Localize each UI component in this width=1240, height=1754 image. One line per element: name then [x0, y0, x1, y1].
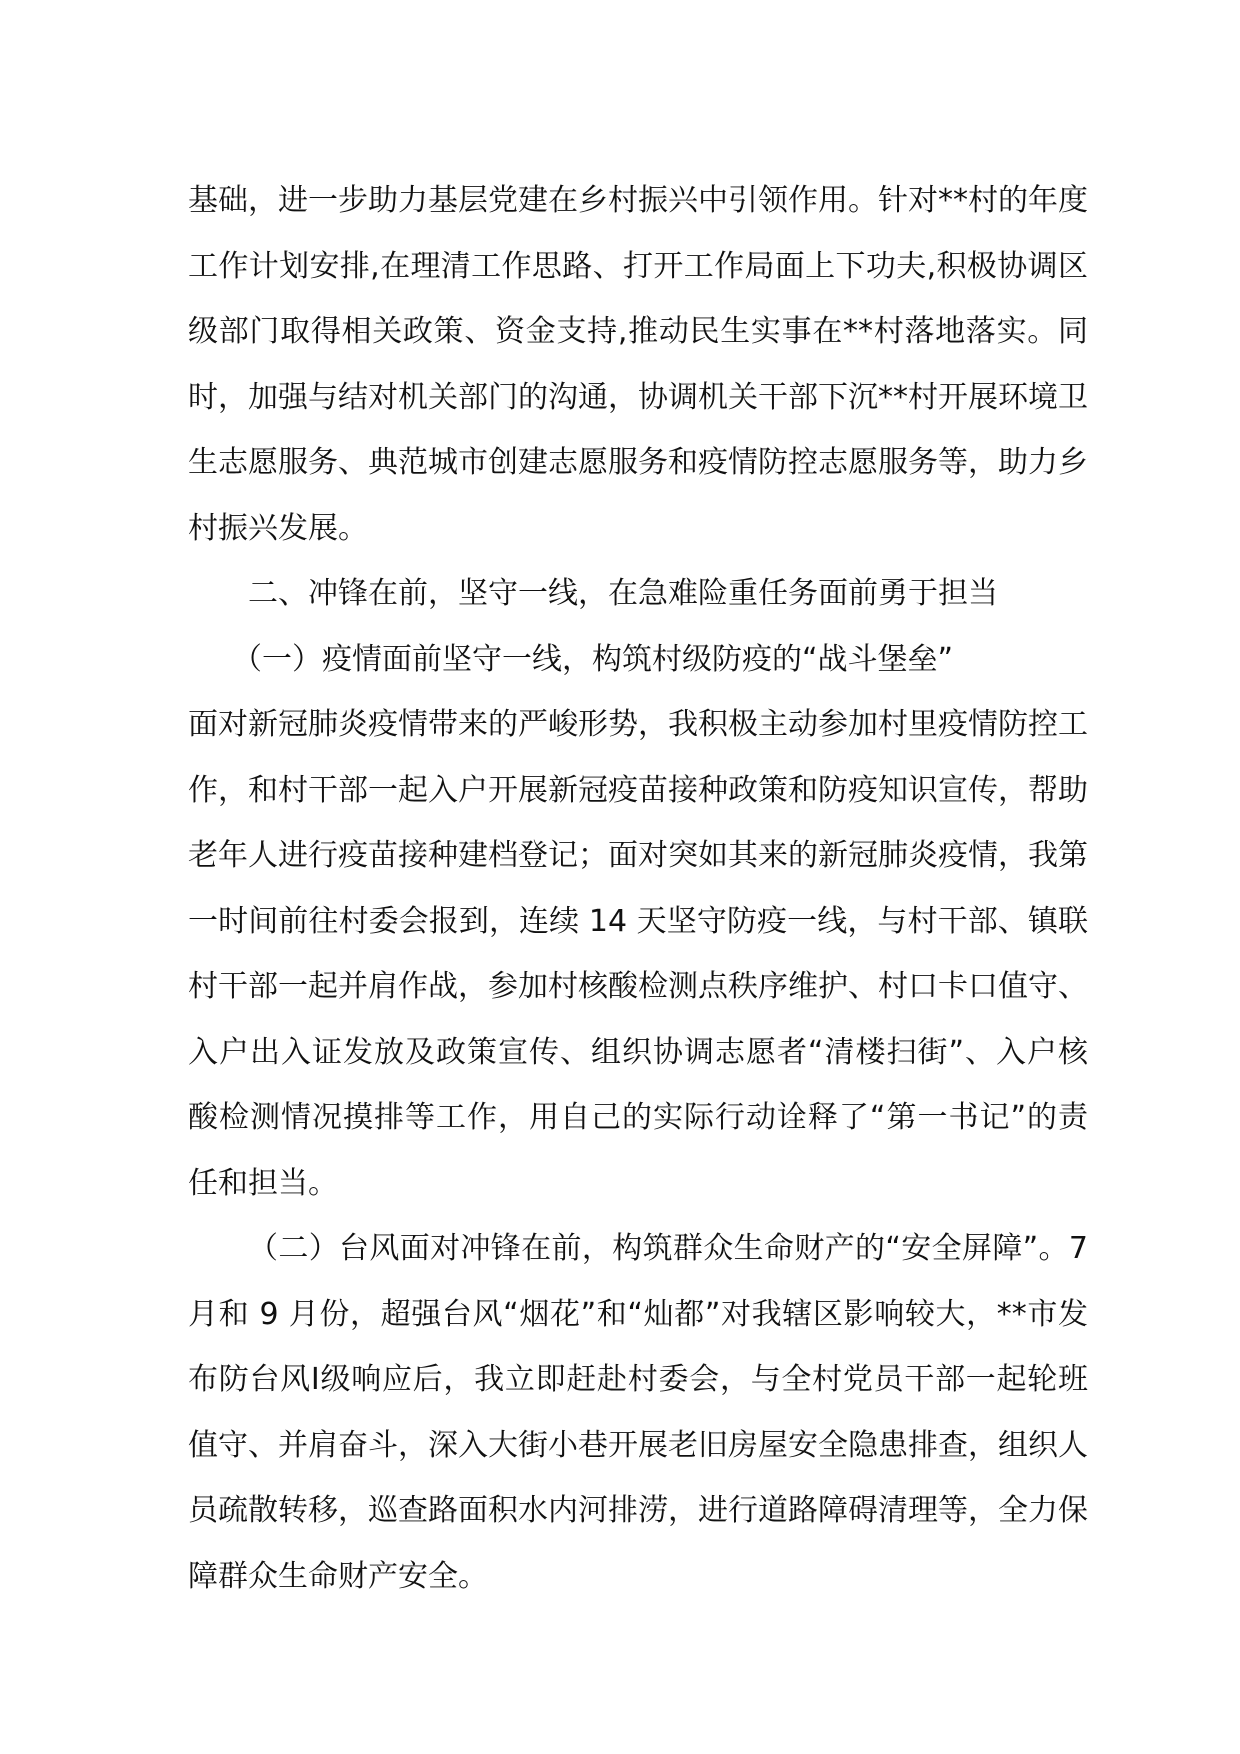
subsection-heading-1: （一）疫情面前坚守一线，构筑村级防疫的“战斗堡垒”	[232, 641, 954, 677]
subsection-heading-typhoon: （二）台风面对冲锋在前，构筑群众生命财产的“安全屏障”。7 月和 9 月份，超强台风“烟花”和“灿都”对我辖区影响较大，**市发布防台风Ⅰ级响应后，我立即赶赴村委会，与全村党员干部一起轮班值守、并肩奋斗，深入大街小巷开展老旧房屋安全隐患排查，组织人员疏散转移，巡查路面积水内河排涝，进行道路障碍清理等，全力保障群众生命财产安全。	[188, 1231, 1088, 1594]
document-body	[188, 168, 1088, 1609]
section-heading-2: 二、冲锋在前，坚守一线，在急难险重任务面前勇于担当	[248, 576, 998, 611]
paragraph-continuation: 基础，进一步助力基层党建在乡村振兴中引领作用。针对**村的年度工作计划安排,在理清工作思路、打开工作局面上下功夫,积极协调区级部门取得相关政策、资金支持,推动民生实事在**村落地落实。同时，加强与结对机关部门的沟通，协调机关干部下沉**村开展环境卫生志愿服务、典范城市创建志愿服务和疫情防控志愿服务等，助力乡村振兴发展。	[188, 183, 1088, 546]
paragraph-epidemic: 面对新冠肺炎疫情带来的严峻形势，我积极主动参加村里疫情防控工作，和村干部一起入户开展新冠疫苗接种政策和防疫知识宣传，帮助老年人进行疫苗接种建档登记；面对突如其来的新冠肺炎疫情，我第一时间前往村委会报到，连续 14 天坚守防疫一线，与村干部、镇联村干部一起并肩作战，参加村核酸检测点秩序维护、村口卡口值守、入户出入证发放及政策宣传、组织协调志愿者“清楼扫街”、入户核酸检测情况摸排等工作，用自己的实际行动诠释了“第一书记”的责任和担当。	[188, 707, 1088, 1201]
